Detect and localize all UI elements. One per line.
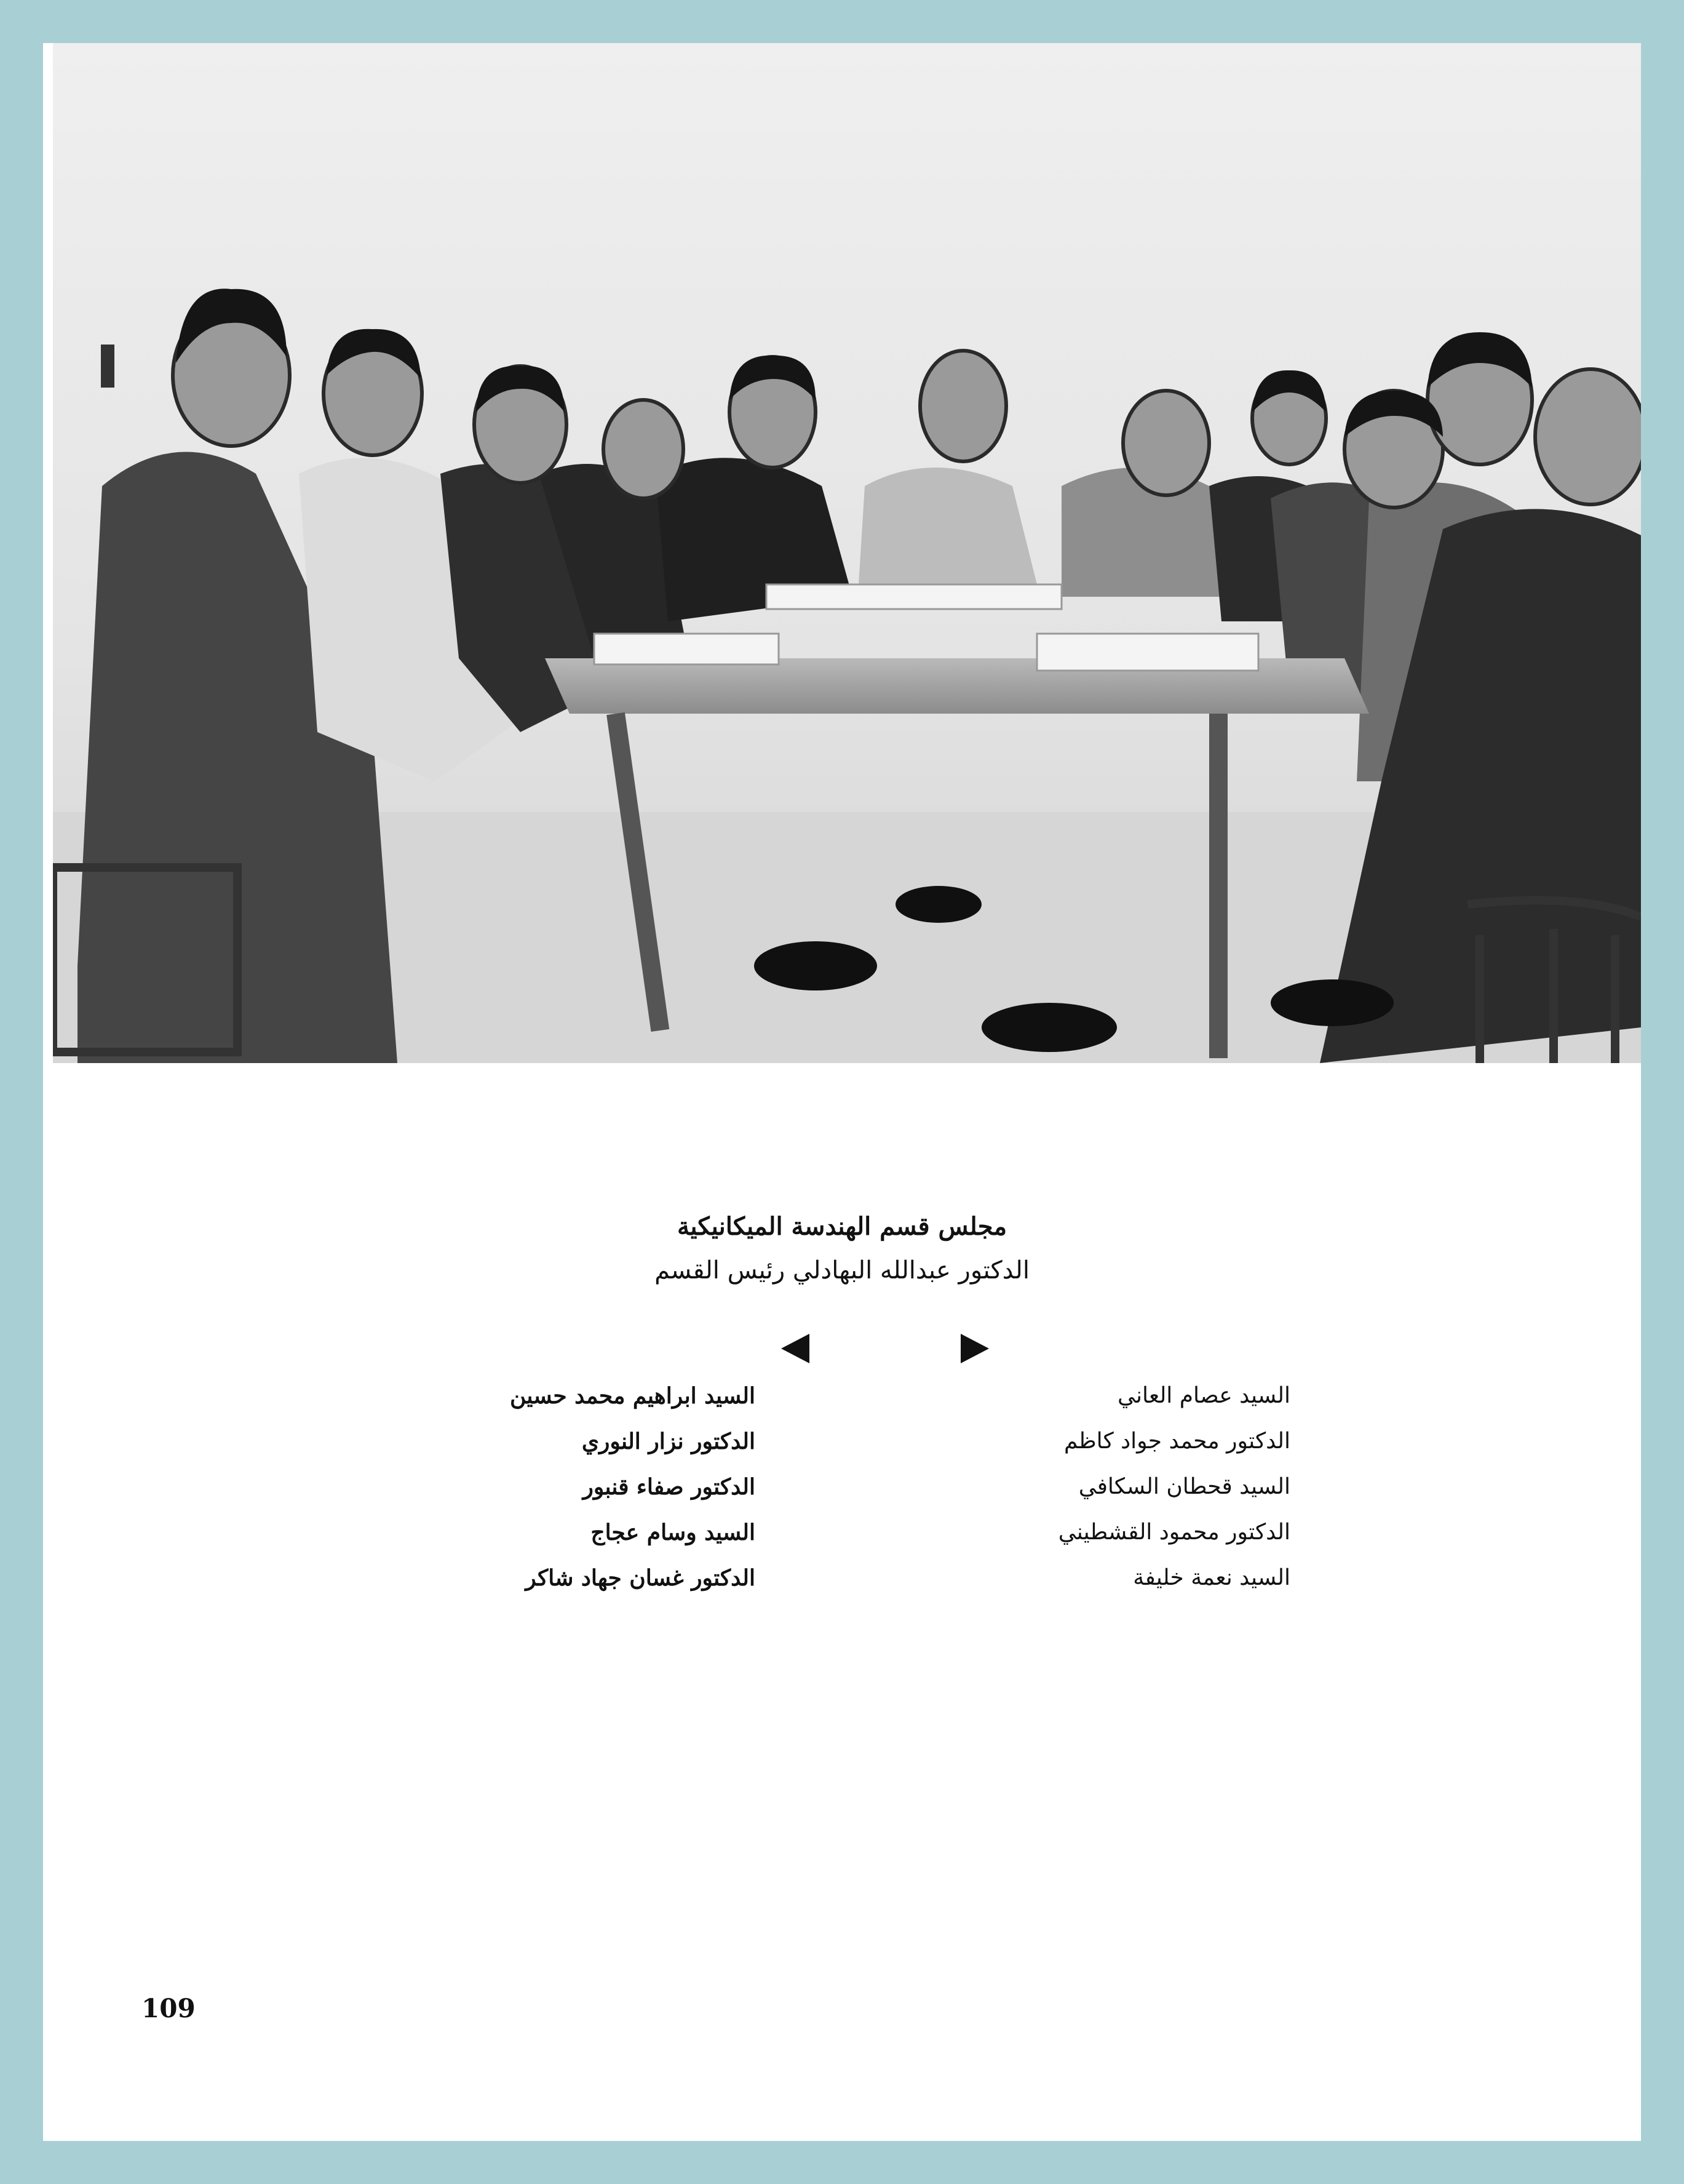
group-photo-illustration xyxy=(53,43,1641,1063)
names-list-left xyxy=(460,1373,755,1601)
triangle-right-icon xyxy=(961,1334,989,1363)
group-photo xyxy=(53,43,1641,1063)
name-item: السيد وسام عجاج xyxy=(590,1520,755,1545)
name-item: الدكتور محمود القشطيني xyxy=(1058,1520,1290,1545)
caption-chair: الدكتور عبدالله البهادلي رئيس القسم xyxy=(654,1256,1030,1285)
name-item: الدكتور محمد جواد كاظم xyxy=(1063,1429,1290,1454)
name-item: السيد ابراهيم محمد حسين xyxy=(509,1383,755,1409)
names-list-right xyxy=(1032,1373,1290,1601)
triangle-left-icon xyxy=(781,1334,809,1363)
page-number: 109 xyxy=(141,1993,196,2023)
name-item: الدكتور صفاء قنبور xyxy=(582,1474,755,1500)
page xyxy=(43,43,1641,2141)
name-item: السيد قحطان السكافي xyxy=(1078,1474,1290,1499)
name-item: السيد نعمة خليفة xyxy=(1133,1565,1290,1590)
name-item: الدكتور نزار النوري xyxy=(581,1429,755,1454)
name-item: الدكتور غسان جهاد شاكر xyxy=(525,1565,755,1591)
caption-title: مجلس قسم الهندسة الميكانيكية xyxy=(677,1212,1007,1241)
name-item: السيد عصام العاني xyxy=(1117,1383,1290,1408)
